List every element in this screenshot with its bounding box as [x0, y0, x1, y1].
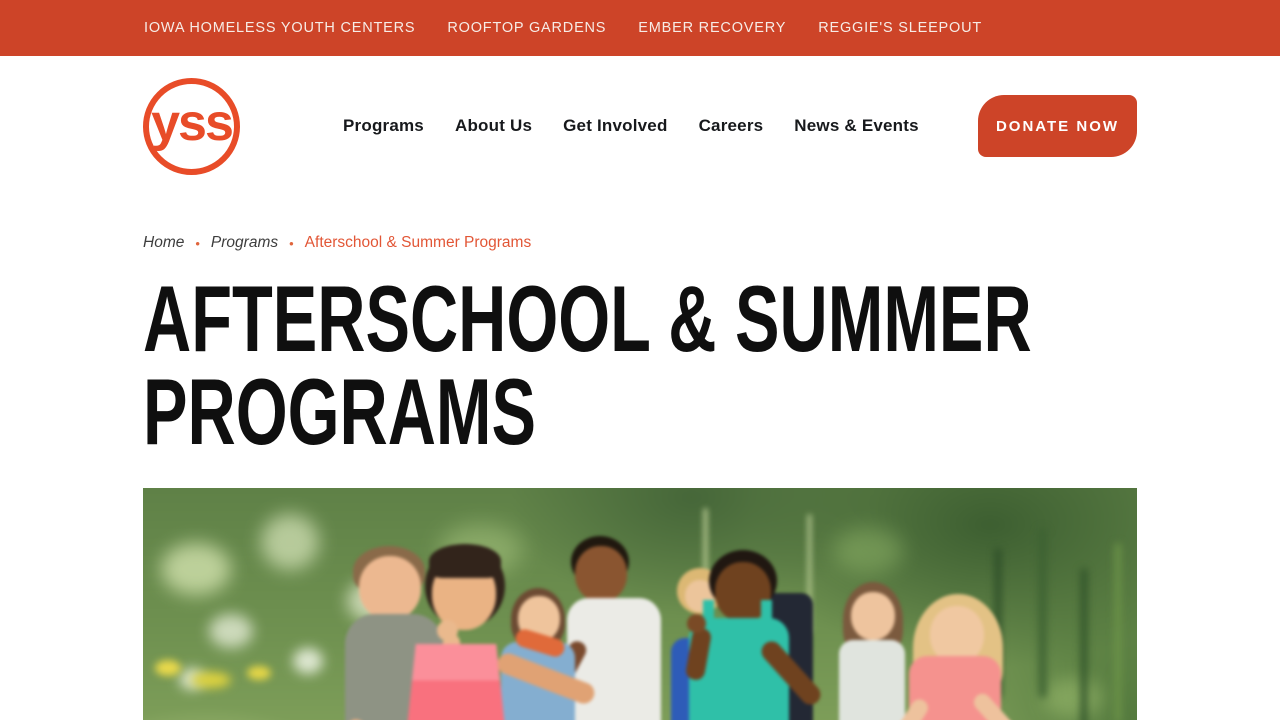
main-nav	[343, 115, 998, 137]
breadcrumb-programs[interactable]: Programs	[210, 234, 279, 251]
nav-item-programs[interactable]: Programs	[343, 116, 424, 135]
child-coral-hair-top	[429, 544, 501, 578]
children-group	[143, 488, 1137, 720]
site-header	[0, 56, 1280, 196]
nav-item-news-events[interactable]: News & Events	[794, 116, 919, 135]
breadcrumb	[143, 234, 1280, 252]
child-gray-polo-face	[359, 556, 421, 620]
yss-logo[interactable]	[143, 78, 240, 175]
page-title: AFTERSCHOOL & SUMMER PROGRAMS	[143, 266, 1032, 464]
child-teal-hand	[687, 614, 706, 633]
utility-bar	[0, 0, 1280, 56]
utility-link-ember-recovery[interactable]: EMBER RECOVERY	[638, 20, 787, 36]
child-coral-hand	[437, 620, 458, 641]
child-graytop-face	[851, 592, 895, 640]
page-title-section	[143, 266, 1280, 464]
breadcrumb-current-page: Afterschool & Summer Programs	[304, 234, 532, 251]
nav-item-get-involved[interactable]: Get Involved	[563, 116, 668, 135]
hero-image	[143, 488, 1137, 720]
donate-now-button[interactable]: DONATE NOW	[978, 95, 1137, 157]
nav-item-careers[interactable]: Careers	[698, 116, 764, 135]
child-white-tee-face	[575, 546, 627, 602]
breadcrumb-separator: •	[195, 235, 200, 251]
utility-link-rooftop-gardens[interactable]: ROOFTOP GARDENS	[447, 20, 607, 36]
child-graytop-top	[839, 640, 905, 720]
breadcrumb-separator: •	[289, 235, 294, 251]
breadcrumb-home[interactable]: Home	[143, 234, 185, 251]
nav-item-about-us[interactable]: About Us	[454, 116, 533, 135]
utility-link-iowa-homeless-youth-centers[interactable]: IOWA HOMELESS YOUTH CENTERS	[144, 20, 416, 36]
yss-logo-text: yss	[151, 94, 232, 152]
utility-link-reggies-sleepout[interactable]: REGGIE'S SLEEPOUT	[818, 20, 983, 36]
